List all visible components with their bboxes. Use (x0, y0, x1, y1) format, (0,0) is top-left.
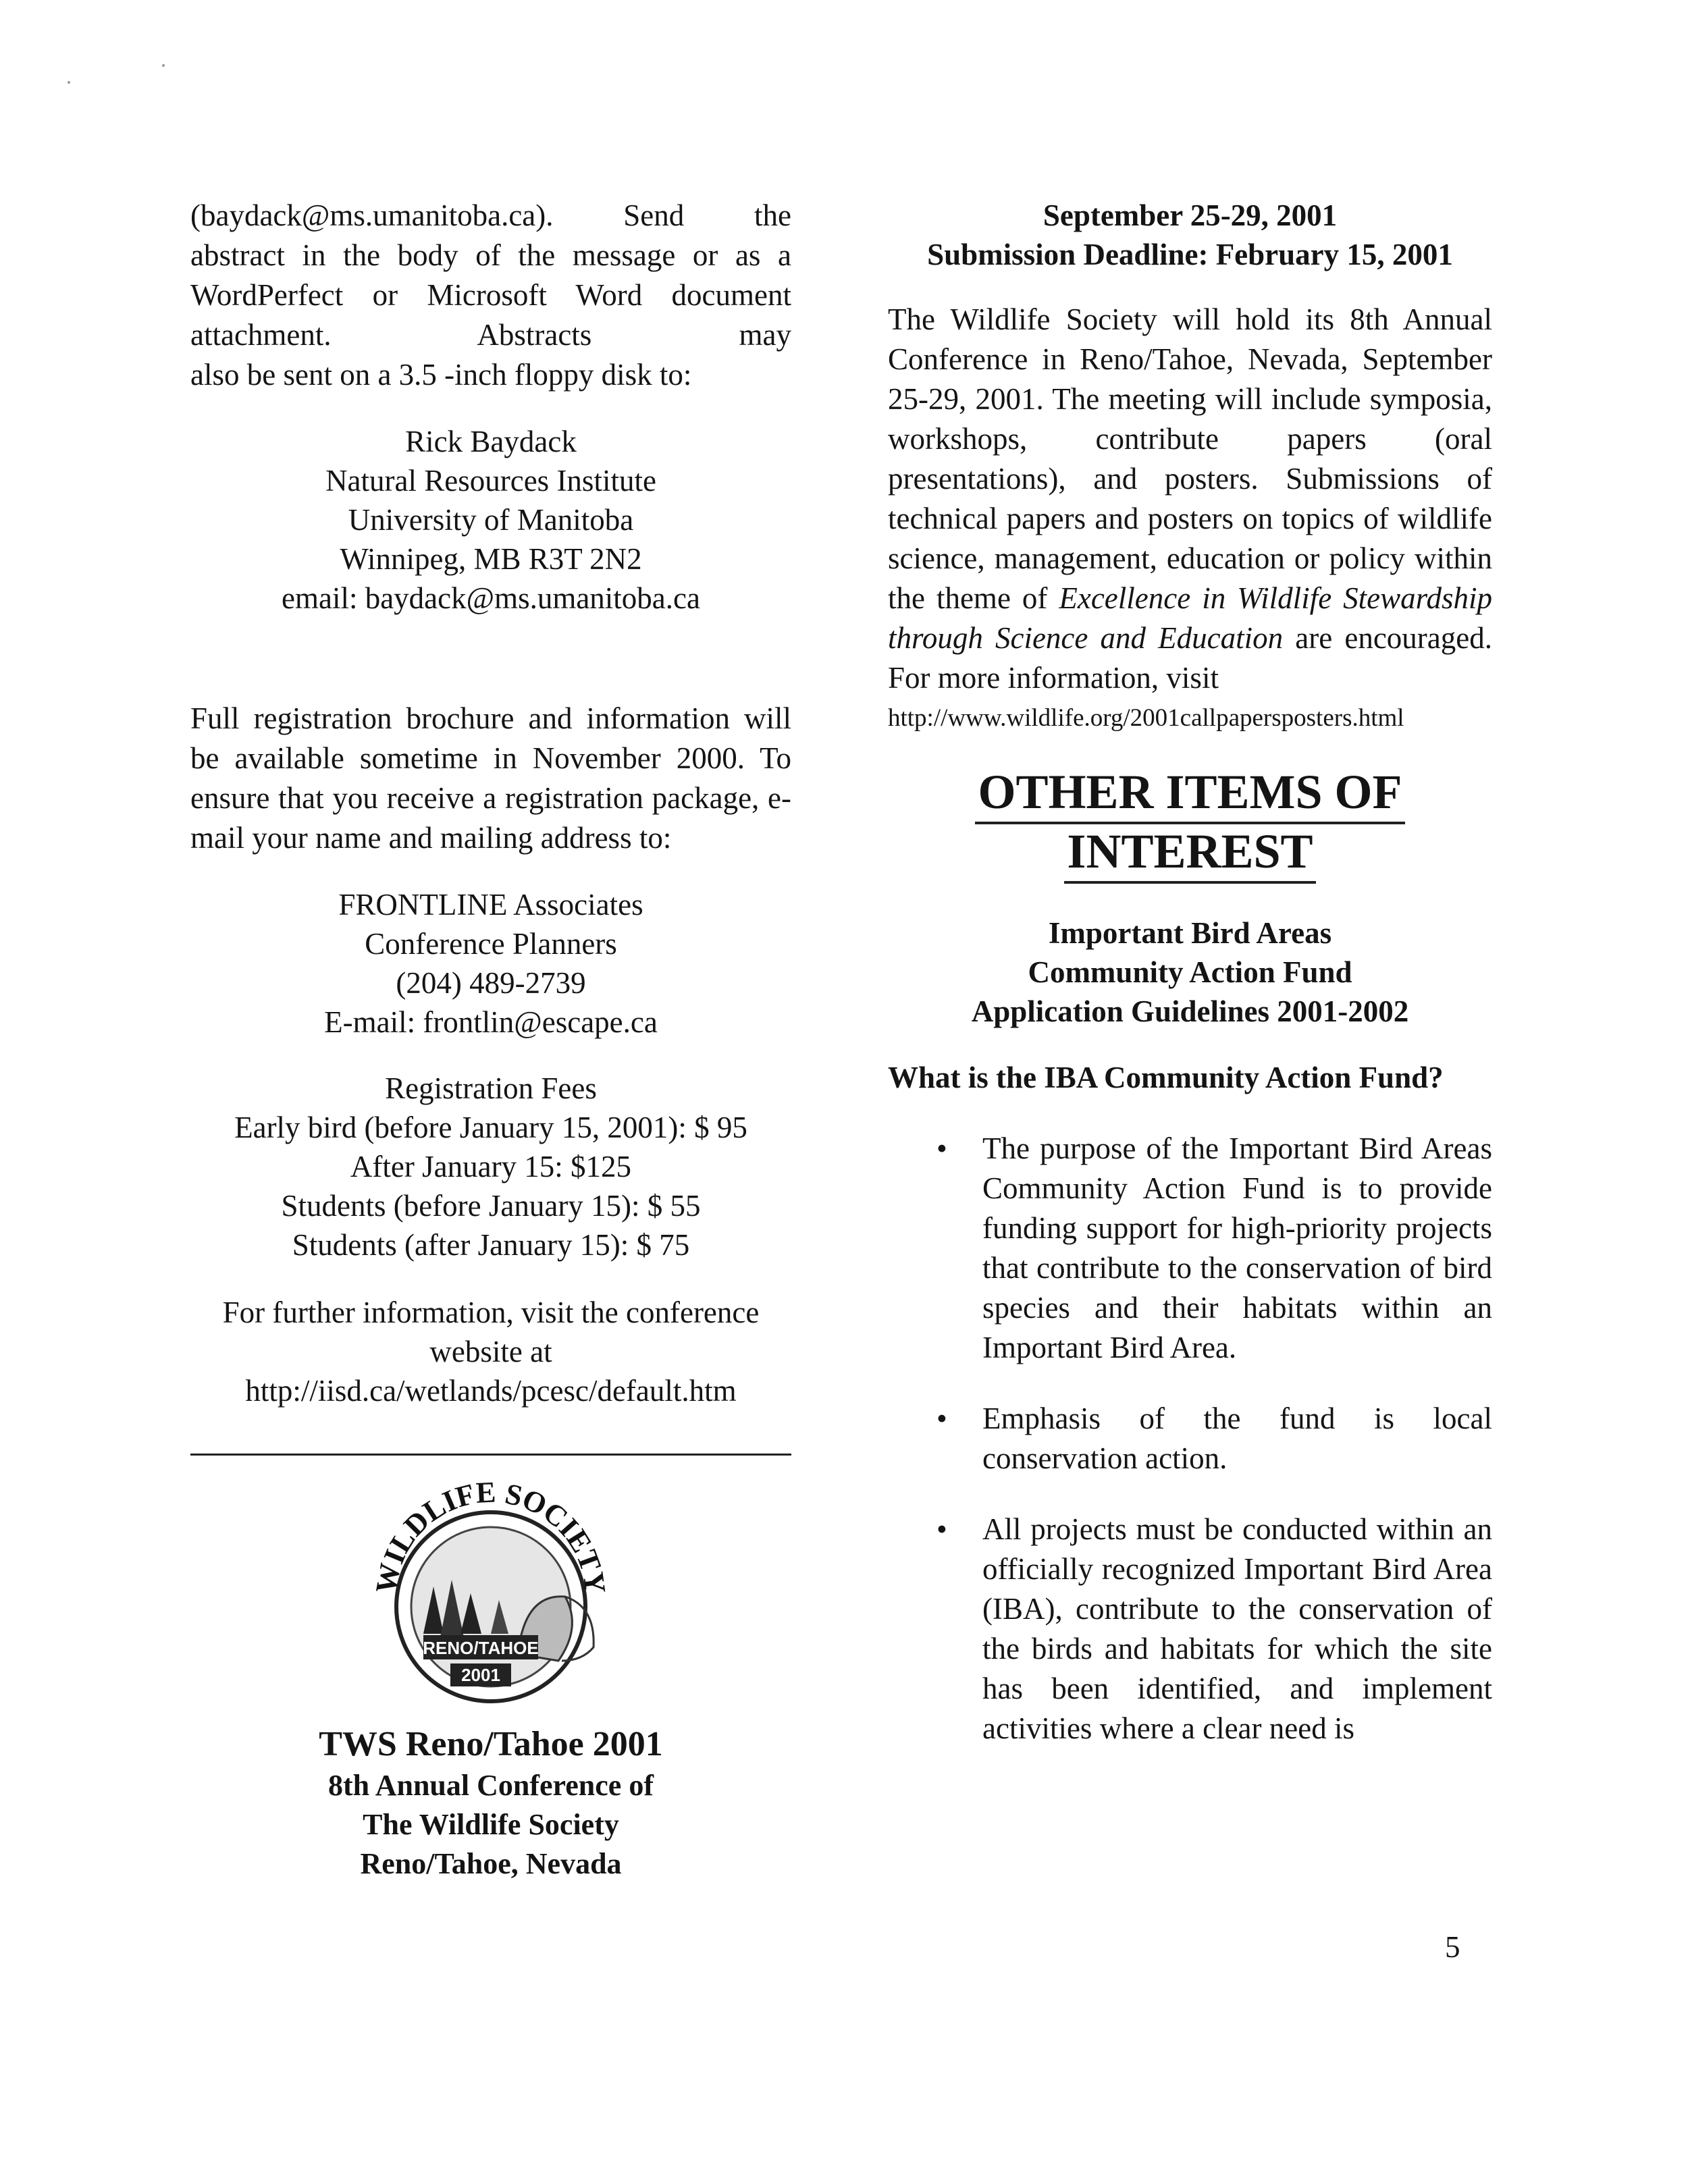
intro-line: attachment. Abstracts may (190, 318, 791, 352)
intro-line: WordPerfect or Microsoft Word document (190, 278, 791, 312)
intro-line: (baydack@ms.umanitoba.ca). Send the (190, 198, 791, 232)
scan-speck (162, 64, 165, 67)
intro-line: also be sent on a 3.5 -inch floppy disk to: (190, 358, 692, 392)
address-line: University of Manitoba (348, 503, 634, 537)
fee-line: Students (before January 15): $ 55 (281, 1189, 701, 1223)
further-info-line: website at (429, 1335, 552, 1368)
scan-speck (68, 81, 70, 84)
conference-website-url: http://iisd.ca/wetlands/pcesc/default.htm (245, 1374, 737, 1408)
iba-heading-line: Important Bird Areas (1048, 916, 1332, 950)
fees-heading: Registration Fees (385, 1071, 597, 1105)
tws-title: TWS Reno/Tahoe 2001 (319, 1725, 663, 1763)
registration-paragraph: Full registration brochure and information will be available sometime in November 2000. To ensure that you receive a registration package, e-mail your name and mailing address to: (190, 701, 791, 855)
intro-line: abstract in the body of the message or as a (190, 238, 791, 272)
fee-line: Early bird (before January 15, 2001): $ 95 (234, 1111, 747, 1144)
frontline-contact (190, 885, 791, 1042)
address-line: Natural Resources Institute (325, 464, 656, 498)
page-number: 5 (1445, 1930, 1460, 1964)
further-info (190, 1293, 791, 1410)
list-item (888, 1129, 1492, 1368)
tws-line: Reno/Tahoe, Nevada (360, 1847, 622, 1880)
contact-line: Conference Planners (365, 927, 617, 961)
iba-heading (888, 913, 1492, 1031)
seal-banner-text: RENO/TAHOE (423, 1638, 539, 1658)
fee-line: After January 15: $125 (350, 1150, 632, 1183)
address-line: Rick Baydack (405, 425, 577, 458)
address-email: email: baydack@ms.umanitoba.ca (282, 581, 700, 615)
iba-question: What is the IBA Community Action Fund? (888, 1061, 1444, 1094)
bullet-icon: • (937, 1512, 947, 1546)
bullet-icon: • (937, 1131, 947, 1165)
call-for-papers-url: http://www.wildlife.org/2001callpapersposters.html (888, 704, 1404, 732)
bullet-text: Emphasis of the fund is local conservation action. (982, 1402, 1492, 1475)
tws-block (190, 1723, 791, 1884)
other-items-heading (888, 765, 1492, 884)
wildlife-society-seal-icon (349, 1479, 633, 1708)
address-line: Winnipeg, MB R3T 2N2 (340, 542, 642, 576)
wildlife-society-logo (190, 1479, 791, 1708)
iba-heading-line: Application Guidelines 2001-2002 (971, 994, 1409, 1028)
submission-deadline: Submission Deadline: February 15, 2001 (927, 238, 1453, 271)
list-item (888, 1510, 1492, 1749)
left-column (190, 196, 791, 1884)
mailing-address (190, 422, 791, 618)
conference-dates: September 25-29, 2001 (1043, 198, 1338, 232)
right-column (888, 196, 1492, 1780)
conference-dates-heading (888, 196, 1492, 274)
abstract-submission-paragraph (190, 196, 791, 395)
conference-theme: Excellence in Wildlife Stewardship through Science and Education (888, 581, 1492, 655)
seal-arc-text: WILDLIFE SOCIETY (369, 1479, 612, 1596)
contact-line: FRONTLINE Associates (338, 888, 643, 922)
further-info-line: For further information, visit the conference (222, 1296, 760, 1329)
other-items-heading-line: INTEREST (1064, 824, 1315, 884)
bullet-text: The purpose of the Important Bird Areas Community Action Fund is to provide funding support for high-priority projects that contribute to the conservation of bird species and their habitats within an Important Bird Area. (982, 1131, 1492, 1364)
tws-line: 8th Annual Conference of (328, 1769, 654, 1802)
seal-year-text: 2001 (461, 1665, 500, 1685)
registration-fees (190, 1069, 791, 1264)
other-items-heading-line: OTHER ITEMS OF (975, 765, 1404, 824)
contact-email: E-mail: frontlin@escape.ca (324, 1005, 658, 1039)
bullet-icon: • (937, 1402, 947, 1435)
conference-paragraph-text: are encouraged. For more information, visit (888, 621, 1492, 695)
list-item (888, 1399, 1492, 1479)
iba-heading-line: Community Action Fund (1028, 955, 1352, 989)
conference-paragraph (888, 300, 1492, 698)
conference-paragraph-text: The Wildlife Society will hold its 8th Annual Conference in Reno/Tahoe, Nevada, September 25-29, 2001. The meeting will include symposia, workshops, contribute papers (oral presentations), and posters. Submissions of technical papers and posters on topics of wildlife science, management, education or policy within the theme of (888, 302, 1492, 615)
contact-phone: (204) 489-2739 (396, 966, 586, 1000)
fee-line: Students (after January 15): $ 75 (292, 1228, 690, 1262)
iba-bullet-list (888, 1129, 1492, 1749)
section-divider (190, 1454, 791, 1456)
tws-line: The Wildlife Society (363, 1808, 619, 1841)
bullet-text: All projects must be conducted within an officially recognized Important Bird Area (IBA), contribute to the conservation of the birds and habitats for which the site has been identified, and implement activities where a clear need is (982, 1512, 1492, 1745)
